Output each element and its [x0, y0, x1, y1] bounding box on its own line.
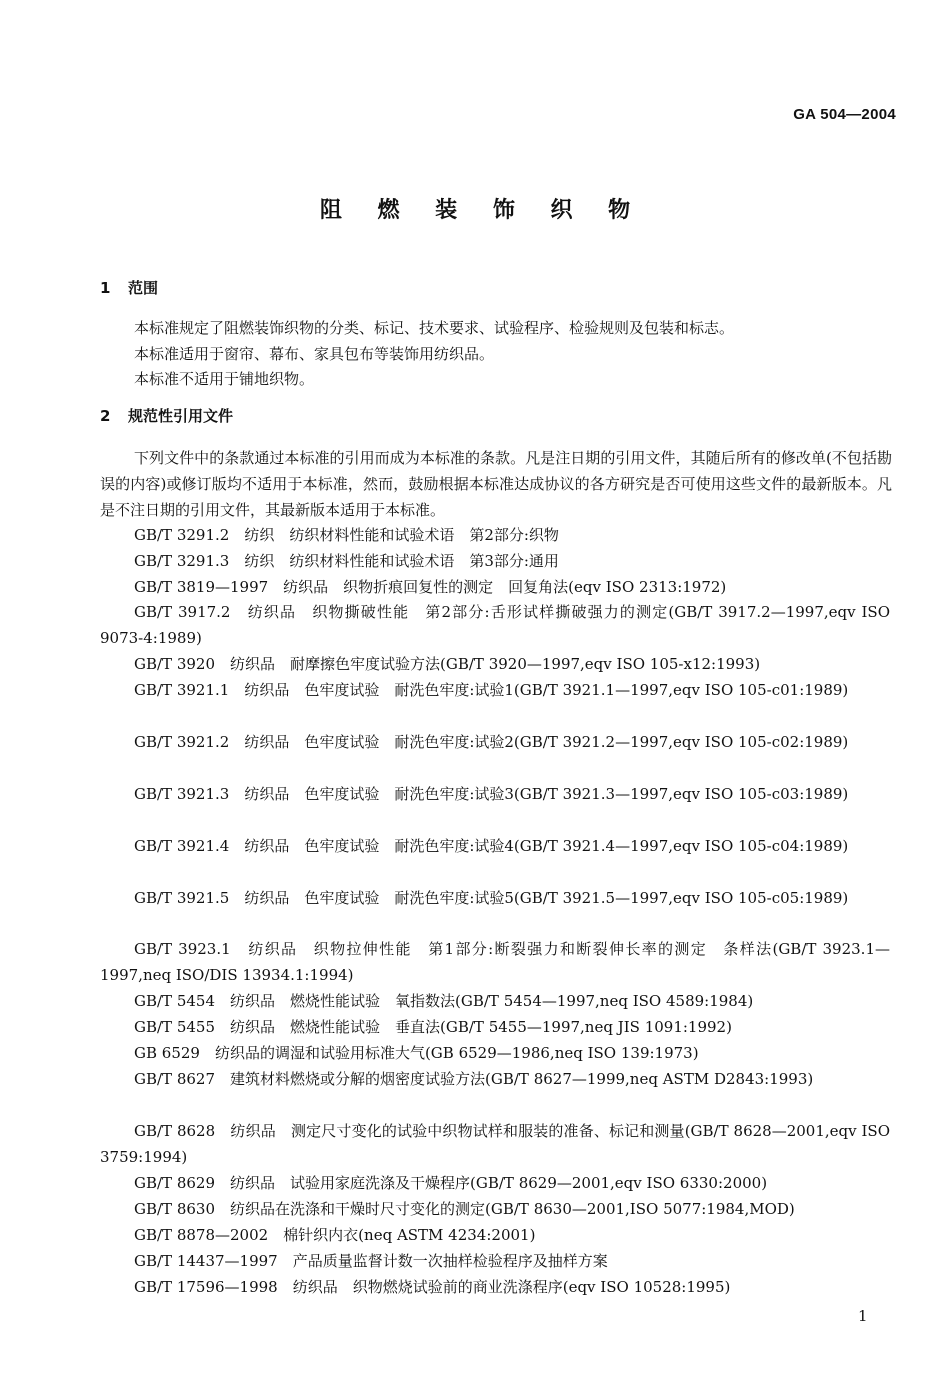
reference-item: GB/T 3920 纺织品 耐摩擦色牢度试验方法(GB/T 3920—1997,eqv ISO 105-x12:1993): [134, 655, 761, 673]
reference-item: GB/T 3921.1 纺织品 色牢度试验 耐洗色牢度:试验1(GB/T 3921.1—1997,eqv ISO 105-c01:1989): [134, 681, 849, 699]
reference-item: GB/T 8627 建筑材料燃烧或分解的烟密度试验方法(GB/T 8627—1999,neq ASTM D2843:1993): [134, 1070, 814, 1088]
reference-item: GB/T 8878—2002 棉针织内衣(neq ASTM 4234:2001): [134, 1226, 536, 1244]
references-intro: 下列文件中的条款通过本标准的引用而成为本标准的条款。凡是注日期的引用文件，其随后所有的修改单(不包括勘误的内容)或修订版均不适用于本标准，然而，鼓励根据本标准达成协议的各方研究是否可使用这些文件的最新版本。凡是不注日期的引用文件，其最新版本适用于本标准。: [100, 449, 892, 519]
page-number: 1: [858, 1307, 868, 1325]
reference-item: GB/T 3921.5 纺织品 色牢度试验 耐洗色牢度:试验5(GB/T 3921.5—1997,eqv ISO 105-c05:1989): [134, 889, 849, 907]
section-2-title: 规范性引用文件: [128, 407, 234, 425]
section-1-heading: [100, 277, 158, 298]
standard-code: GA 504—2004: [793, 106, 896, 123]
reference-item: GB/T 8628 纺织品 测定尺寸变化的试验中织物试样和服装的准备、标记和测量(GB/T 8628—2001,eqv ISO 3759:1994): [100, 1122, 890, 1166]
reference-item: GB/T 3921.4 纺织品 色牢度试验 耐洗色牢度:试验4(GB/T 3921.4—1997,eqv ISO 105-c04:1989): [134, 837, 849, 855]
scope-paragraph-2: 本标准适用于窗帘、幕布、家具包布等装饰用纺织品。: [134, 345, 495, 363]
scope-paragraph-3: 本标准不适用于铺地织物。: [134, 370, 315, 388]
document-title: 阻 燃 装 饰 织 物: [319, 198, 645, 223]
reference-item: GB/T 8629 纺织品 试验用家庭洗涤及干燥程序(GB/T 8629—2001,eqv ISO 6330:2000): [134, 1174, 768, 1192]
reference-item: GB/T 3921.2 纺织品 色牢度试验 耐洗色牢度:试验2(GB/T 3921.2—1997,eqv ISO 105-c02:1989): [134, 733, 849, 751]
section-2-number: 2: [100, 407, 111, 425]
reference-item: GB/T 3291.3 纺织 纺织材料性能和试验术语 第3部分:通用: [134, 552, 559, 570]
reference-item: GB/T 5455 纺织品 燃烧性能试验 垂直法(GB/T 5455—1997,neq JIS 1091:1992): [134, 1018, 732, 1036]
reference-item: GB/T 3921.3 纺织品 色牢度试验 耐洗色牢度:试验3(GB/T 3921.3—1997,eqv ISO 105-c03:1989): [134, 785, 849, 803]
reference-item: GB/T 3819—1997 纺织品 织物折痕回复性的测定 回复角法(eqv ISO 2313:1972): [134, 578, 727, 596]
section-1-title: 范围: [128, 279, 159, 297]
scope-paragraph-1: 本标准规定了阻燃装饰织物的分类、标记、技术要求、试验程序、检验规则及包装和标志。: [134, 319, 735, 337]
section-1-number: 1: [100, 279, 111, 297]
reference-item: GB/T 3291.2 纺织 纺织材料性能和试验术语 第2部分:织物: [134, 526, 559, 544]
reference-item: GB 6529 纺织品的调湿和试验用标准大气(GB 6529—1986,neq ISO 139:1973): [134, 1044, 699, 1062]
reference-item: GB/T 8630 纺织品在洗涤和干燥时尺寸变化的测定(GB/T 8630—2001,ISO 5077:1984,MOD): [134, 1200, 795, 1218]
reference-item: GB/T 14437—1997 产品质量监督计数一次抽样检验程序及抽样方案: [134, 1252, 608, 1270]
reference-item: GB/T 3923.1 纺织品 织物拉伸性能 第1部分:断裂强力和断裂伸长率的测定 条样法(GB/T 3923.1—1997,neq ISO/DIS 13934.1:1994): [100, 940, 890, 984]
reference-item: GB/T 17596—1998 纺织品 织物燃烧试验前的商业洗涤程序(eqv ISO 10528:1995): [134, 1278, 731, 1296]
reference-item: GB/T 5454 纺织品 燃烧性能试验 氧指数法(GB/T 5454—1997,neq ISO 4589:1984): [134, 992, 754, 1010]
section-2-heading: [100, 405, 233, 426]
reference-item: GB/T 3917.2 纺织品 织物撕破性能 第2部分:舌形试样撕破强力的测定(GB/T 3917.2—1997,eqv ISO 9073-4:1989): [100, 603, 890, 647]
